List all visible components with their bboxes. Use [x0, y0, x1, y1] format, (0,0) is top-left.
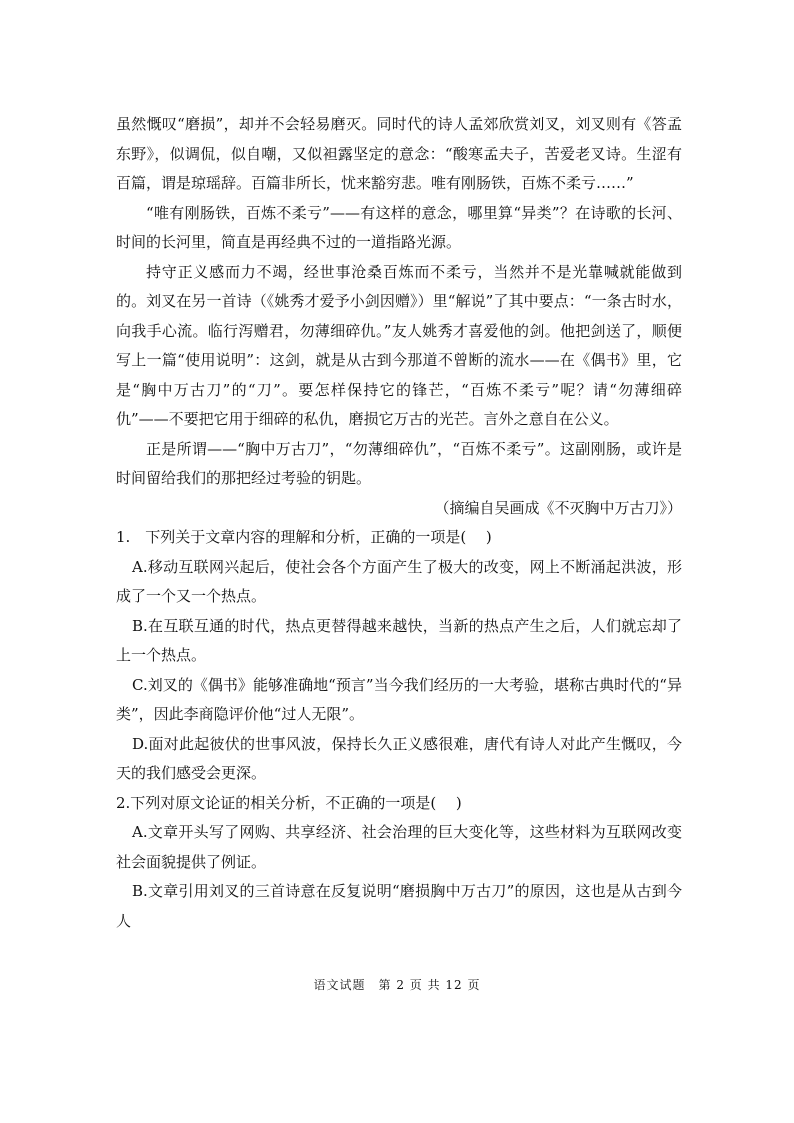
passage-paragraph-2: “唯有刚肠铁，百炼不柔亏”——有这样的意念，哪里算“异类”？在诗歌的长河、时间的长河里，简直是再经典不过的一道指路光源。 [116, 203, 682, 251]
question-2 [116, 789, 682, 937]
question-stem: 1. 下列关于文章内容的理解和分析，正确的一项是( ) [116, 528, 492, 546]
option-a: A.文章开头写了网购、共享经济、社会治理的巨大变化等，这些材料为互联网改变社会面貌提供了例证。 [116, 823, 682, 871]
option-a: A.移动互联网兴起后，使社会各个方面产生了极大的改变，网上不断涌起洪波，形成了一个又一个热点。 [116, 557, 682, 605]
passage-paragraph-4: 正是所谓——“胸中万古刀”，“勿薄细碎仇”，“百炼不柔亏”。这副刚肠，或许是时间留给我们的那把经过考验的钥匙。 [116, 439, 682, 487]
page-footer: 语文试题 第 2 页 共 12 页 [313, 978, 481, 992]
option-d: D.面对此起彼伏的世事风波，保持长久正义感很难，唐代有诗人对此产生慨叹，今天的我们感受会更深。 [116, 734, 682, 782]
passage-paragraph-3: 持守正义感而力不竭，经世事沧桑百炼而不柔亏，当然并不是光靠喊就能做到的。刘叉在另一首诗（《姚秀才爱予小剑因赠》）里“解说”了其中要点：“一条古时水，向我手心流。临行泻赠君，勿薄细碎仇。”友人姚秀才喜爱他的剑。他把剑送了，顺便写上一篇“使用说明”：这剑，就是从古到今那道不曾断的流水——在《偶书》里，它是“胸中万古刀”的“刀”。要怎样保持它的锋芒，“百炼不柔亏”呢？请“勿薄细碎仇”——不要把它用于细碎的私仇，磨损它万古的光芒。言外之意自在公义。 [116, 262, 682, 428]
question-1 [116, 523, 682, 789]
source-citation: （摘编自吴画成《不灭胸中万古刀》） [434, 498, 682, 517]
option-b: B.文章引用刘叉的三首诗意在反复说明“磨损胸中万古刀”的原因，这也是从古到今人 [116, 882, 682, 930]
question-stem: 2.下列对原文论证的相关分析，不正确的一项是( ) [116, 793, 462, 812]
passage-paragraph-1: 虽然慨叹“磨损”，却并不会轻易磨灭。同时代的诗人孟郊欣赏刘叉，刘叉则有《答孟东野》，似调侃，似自嘲，又似袒露坚定的意念：“酸寒孟夫子，苦爱老叉诗。生涩有百篇，谓是琼瑶辞。百篇非所长，忧来豁穷悲。唯有刚肠铁，百炼不柔亏……” [116, 115, 682, 192]
document-body [116, 110, 682, 936]
option-b: B.在互联互通的时代，热点更替得越来越快，当新的热点产生之后，人们就忘却了上一个热点。 [116, 616, 682, 664]
passage [116, 110, 682, 523]
option-c: C.刘叉的《偶书》能够准确地“预言”当今我们经历的一大考验，堪称古典时代的“异类”，因此李商隐评价他“过人无限”。 [116, 675, 682, 723]
